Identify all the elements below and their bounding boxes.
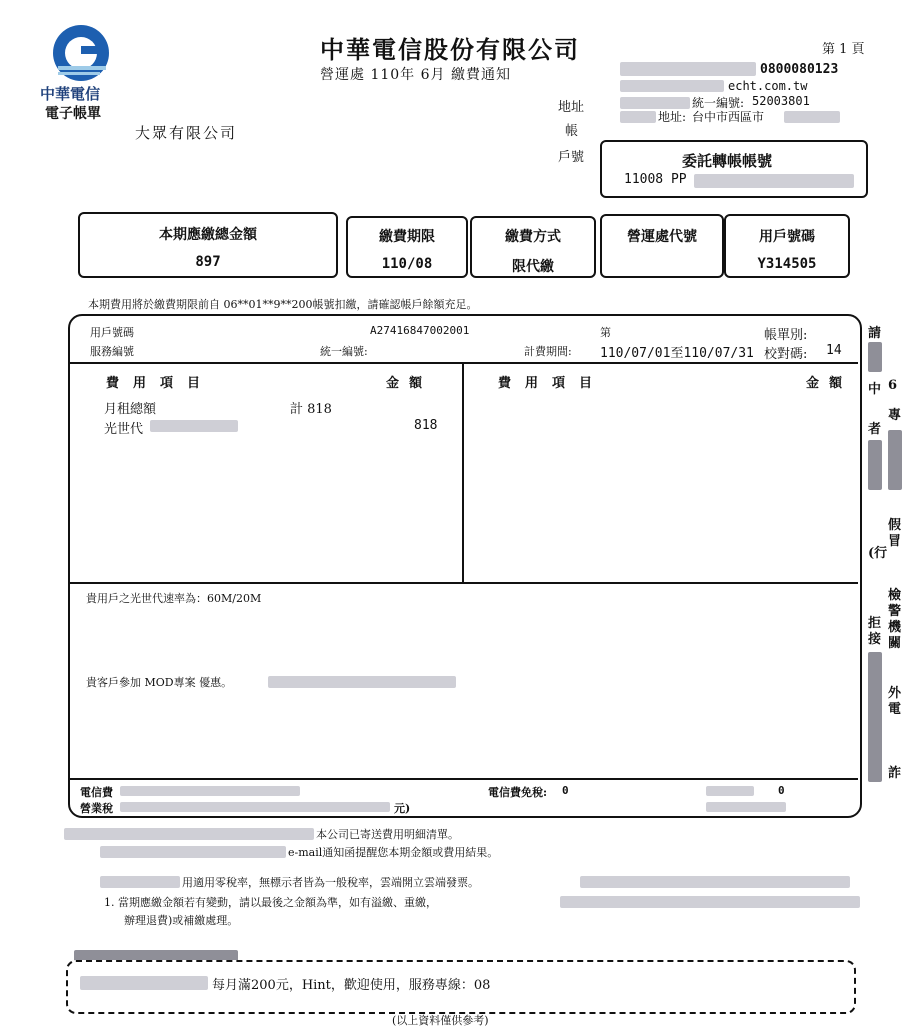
blurred-promo — [268, 676, 456, 688]
side-char: 假 — [888, 518, 902, 533]
total-amount-label: 本期應繳總金額 — [159, 227, 257, 243]
total-amount-cell — [78, 212, 338, 278]
autopay-notice: 本期費用將於繳費期限前自 06**01**9**200帳號扣繳，請確認帳戶餘額充足。 — [88, 298, 478, 311]
col1-amount-header: 金額 — [386, 376, 433, 391]
footer-middle-label: 電信費免稅: — [488, 786, 548, 799]
notice-title: 營運處 110年 6月 繳費通知 — [320, 67, 511, 83]
blurred-header-block — [620, 62, 756, 76]
footer-left-1: 電信費 — [80, 786, 113, 799]
check-code-label: 校對碼: — [764, 347, 808, 362]
blurred-side — [868, 342, 882, 372]
side-char: 關 — [888, 636, 902, 651]
line-item-amount-2: 818 — [414, 418, 438, 433]
col1-header: 費用項目 — [106, 376, 215, 391]
autopay-title: 委託轉帳帳號 — [682, 152, 773, 170]
blurred-footer — [706, 802, 786, 812]
blurred-header-block — [620, 80, 724, 92]
blurred-note — [580, 876, 850, 888]
footer-right-value: 0 — [778, 784, 785, 797]
period-label: 計費期間: — [524, 345, 572, 358]
bill-column-divider — [462, 362, 464, 582]
bill-row1-left: 用戶號碼 — [90, 326, 134, 339]
col2-header: 費用項目 — [498, 376, 607, 391]
bill-row1-ref: A27416847002001 — [370, 324, 470, 337]
blurred-footer — [706, 786, 754, 796]
line-item-name-1: 月租總額 — [104, 402, 157, 417]
side-char: 中 — [868, 382, 882, 397]
payment-method-label: 繳費方式 — [505, 229, 561, 245]
side-char: 外 — [888, 686, 902, 701]
autopay-value: 11008 PP — [624, 172, 687, 187]
blurred-note — [560, 896, 860, 908]
line-item-name-2: 光世代 — [104, 422, 144, 437]
footer-tail: 元) — [394, 802, 411, 815]
office-code-label: 營運處代號 — [627, 229, 697, 245]
side-char: 請 — [868, 326, 882, 341]
office-code-cell — [600, 214, 724, 278]
side-label-2: 帳 — [565, 124, 579, 139]
side-char: 警 — [888, 604, 902, 619]
address: 台中市西區市 — [692, 110, 765, 124]
logo-text-1: 中華電信 — [40, 85, 101, 103]
logo-icon — [50, 22, 112, 84]
due-date-value: 110/08 — [381, 256, 433, 272]
note-line-5: 辦理退費)或補繳處理。 — [124, 914, 239, 927]
company-website: echt.com.tw — [728, 79, 808, 93]
company-logo — [50, 22, 112, 84]
side-char: 檢 — [888, 588, 902, 603]
side-label-3: 戶號 — [558, 150, 585, 165]
side-char: 拒 — [868, 616, 882, 631]
bill-row2-ref-label: 統一編號: — [320, 345, 368, 358]
blurred-footer — [120, 786, 300, 796]
side-char: 詐 — [888, 766, 902, 781]
note-line-4: 1. 當期應繳金額若有變動，請以最後之金額為準，如有溢繳、重繳， — [104, 896, 437, 909]
side-char: 電 — [888, 702, 902, 717]
address-label: 地址: — [658, 110, 687, 124]
company-title: 中華電信股份有限公司 — [320, 35, 580, 64]
bill-items-divider — [70, 582, 858, 584]
footer-left-2: 營業稅 — [80, 802, 113, 815]
promo-line: 貴客戶參加 MOD專案 優惠。 — [86, 676, 233, 689]
blurred-side — [868, 652, 882, 782]
payment-method-cell — [470, 216, 596, 278]
note-line-2: e-mail通知函提醒您本期金額或費用結果。 — [288, 846, 499, 859]
side-notice-column — [866, 322, 906, 792]
account-number-label: 用戶號碼 — [759, 229, 815, 245]
note-line-3: 用適用零稅率，無標示者皆為一般稅率，雲端開立雲端發票。 — [182, 876, 479, 889]
bill-footer-divider — [70, 778, 858, 780]
speed-line: 貴用戶之光世代速率為：60M/20M — [86, 592, 262, 605]
promo-box-text: 每月滿200元，Hint，歡迎使用，服務專線：08 — [212, 978, 491, 993]
blurred-promo-box — [80, 976, 208, 990]
side-char: 機 — [888, 620, 902, 635]
col2-amount-header: 金額 — [806, 376, 853, 391]
tax-id-label: 統一編號: — [692, 96, 745, 110]
company-id: 0800080123 — [760, 62, 839, 77]
side-char: 專 — [888, 408, 902, 423]
due-date-label: 繳費期限 — [379, 229, 435, 245]
side-char: 6 — [888, 378, 898, 393]
bill-row1-right: 第 — [600, 326, 611, 339]
side-char: (行 — [868, 546, 888, 561]
bill-type-label: 帳單別: — [764, 328, 808, 343]
customer-name: 大眾有限公司 — [135, 124, 238, 142]
bill-row2-left: 服務編號 — [90, 345, 134, 358]
check-code-value: 14 — [826, 343, 842, 358]
blurred-note — [100, 876, 180, 888]
period-value: 110/07/01至110/07/31 — [600, 346, 754, 361]
logo-text-2: 電子帳單 — [45, 106, 101, 122]
account-number-value: Y314505 — [757, 256, 817, 272]
due-date-cell — [346, 216, 468, 278]
payment-method-value: 限代繳 — [512, 259, 554, 275]
blurred-item — [150, 420, 238, 432]
blurred-note — [100, 846, 286, 858]
footer-middle-value: 0 — [562, 784, 569, 797]
autopay-box — [600, 140, 868, 198]
bottom-caption: (以上資料僅供參考) — [392, 1014, 489, 1027]
side-label-1: 地址 — [558, 100, 585, 115]
side-char: 接 — [868, 632, 882, 647]
line-item-detail-1: 計 818 — [290, 402, 332, 417]
bill-header-divider — [70, 362, 858, 364]
blurred-footer — [120, 802, 390, 812]
blurred-autopay — [694, 174, 854, 188]
total-amount-value: 897 — [195, 254, 221, 270]
blurred-side — [868, 440, 882, 490]
blurred-header-block — [784, 111, 840, 123]
tax-id: 52003801 — [752, 94, 810, 108]
blurred-header-block — [620, 111, 656, 123]
note-line-1: 本公司已寄送費用明細清單。 — [316, 828, 459, 841]
side-char: 冒 — [888, 534, 902, 549]
side-char: 者 — [868, 422, 882, 437]
blurred-side — [888, 430, 902, 490]
account-number-cell — [724, 214, 850, 278]
page-label: 第 1 頁 — [822, 42, 865, 57]
blurred-note — [64, 828, 314, 840]
promo-box — [66, 960, 856, 1014]
